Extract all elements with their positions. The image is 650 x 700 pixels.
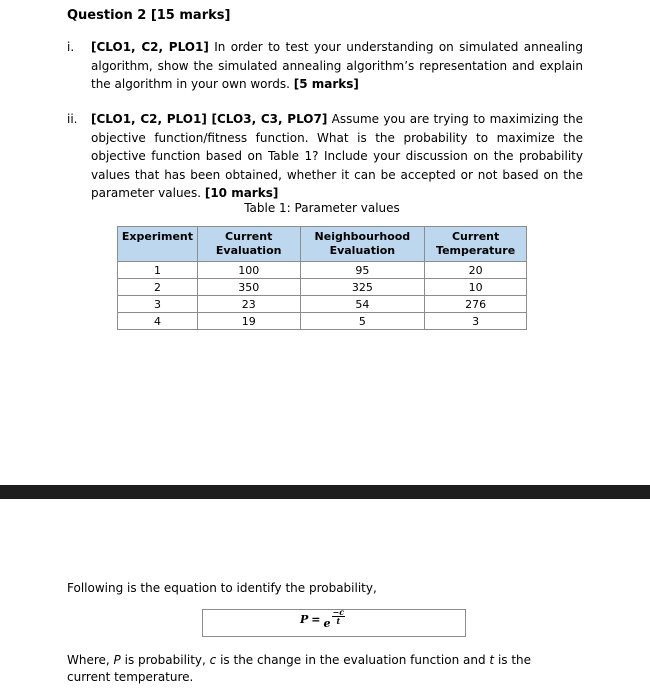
- item-text: [91, 38, 583, 94]
- item-tag: [CLO1, C2, PLO1]: [91, 40, 209, 54]
- cell-current-temperature: 3: [425, 313, 527, 330]
- item-body: In order to test your understanding on simulated annealing algorithm, show the simulated annealing algorithm’s representation and explain the algorithm in your own words.: [91, 40, 583, 91]
- table-row: [118, 262, 527, 279]
- equation-base: e: [323, 617, 331, 630]
- equation-intro: Following is the equation to identify the probability,: [67, 581, 377, 595]
- cell-current-temperature: 10: [425, 279, 527, 296]
- cell-experiment: 4: [118, 313, 198, 330]
- equation-box: [202, 609, 466, 637]
- equation-equals: =: [311, 613, 321, 626]
- where-part: P: [113, 653, 121, 667]
- question-heading: Question 2 [15 marks]: [67, 8, 231, 23]
- item-marks: [10 marks]: [204, 186, 279, 200]
- where-part: is the change in the evaluation function and: [216, 653, 490, 667]
- table-row: [118, 313, 527, 330]
- page-divider-bar: [0, 485, 650, 499]
- cell-neighbourhood-evaluation: 54: [300, 296, 425, 313]
- where-part: is the current temperature.: [67, 653, 532, 684]
- header-current-evaluation: Current Evaluation: [197, 227, 300, 262]
- table-caption: Table 1: Parameter values: [244, 201, 400, 215]
- table-row: [118, 279, 527, 296]
- header-neighbourhood-evaluation: Neighbourhood Evaluation: [300, 227, 425, 262]
- item-text: [91, 110, 583, 203]
- item-marks: [5 marks]: [293, 77, 359, 91]
- equation-exponent: [332, 608, 346, 625]
- equation-explanation: [67, 652, 547, 686]
- cell-current-temperature: 20: [425, 262, 527, 279]
- header-experiment: Experiment: [118, 227, 198, 262]
- item-number: ii.: [67, 112, 78, 126]
- cell-current-temperature: 276: [425, 296, 527, 313]
- cell-neighbourhood-evaluation: 325: [300, 279, 425, 296]
- parameter-table: [117, 226, 527, 330]
- where-part: t: [489, 653, 495, 667]
- header-current-temperature: Current Temperature: [425, 227, 527, 262]
- where-part: Where,: [67, 653, 114, 667]
- exponent-numerator: −c: [332, 607, 345, 617]
- cell-experiment: 1: [118, 262, 198, 279]
- table-row: [118, 296, 527, 313]
- equation-lhs: P: [300, 613, 309, 626]
- cell-current-evaluation: 23: [197, 296, 300, 313]
- probability-equation: [300, 607, 345, 630]
- cell-neighbourhood-evaluation: 95: [300, 262, 425, 279]
- item-body: Assume you are trying to maximizing the objective function/fitness function. What is the probability to maximize the objective function based on Table 1? Include your discussion on the probability values that has been obtained, whether it can be accepted or not based on the parameter values.: [91, 112, 583, 200]
- cell-experiment: 2: [118, 279, 198, 296]
- cell-current-evaluation: 100: [197, 262, 300, 279]
- exponent-denominator: t: [336, 616, 341, 626]
- where-part: is probability,: [120, 653, 210, 667]
- where-part: c: [209, 653, 217, 667]
- table-header-row: [118, 227, 527, 262]
- cell-neighbourhood-evaluation: 5: [300, 313, 425, 330]
- item-tag: [CLO1, C2, PLO1] [CLO3, C3, PLO7]: [91, 112, 328, 126]
- cell-current-evaluation: 19: [197, 313, 300, 330]
- question-item-1: [67, 38, 583, 94]
- cell-current-evaluation: 350: [197, 279, 300, 296]
- cell-experiment: 3: [118, 296, 198, 313]
- question-item-2: [67, 110, 583, 203]
- item-number: i.: [67, 40, 75, 54]
